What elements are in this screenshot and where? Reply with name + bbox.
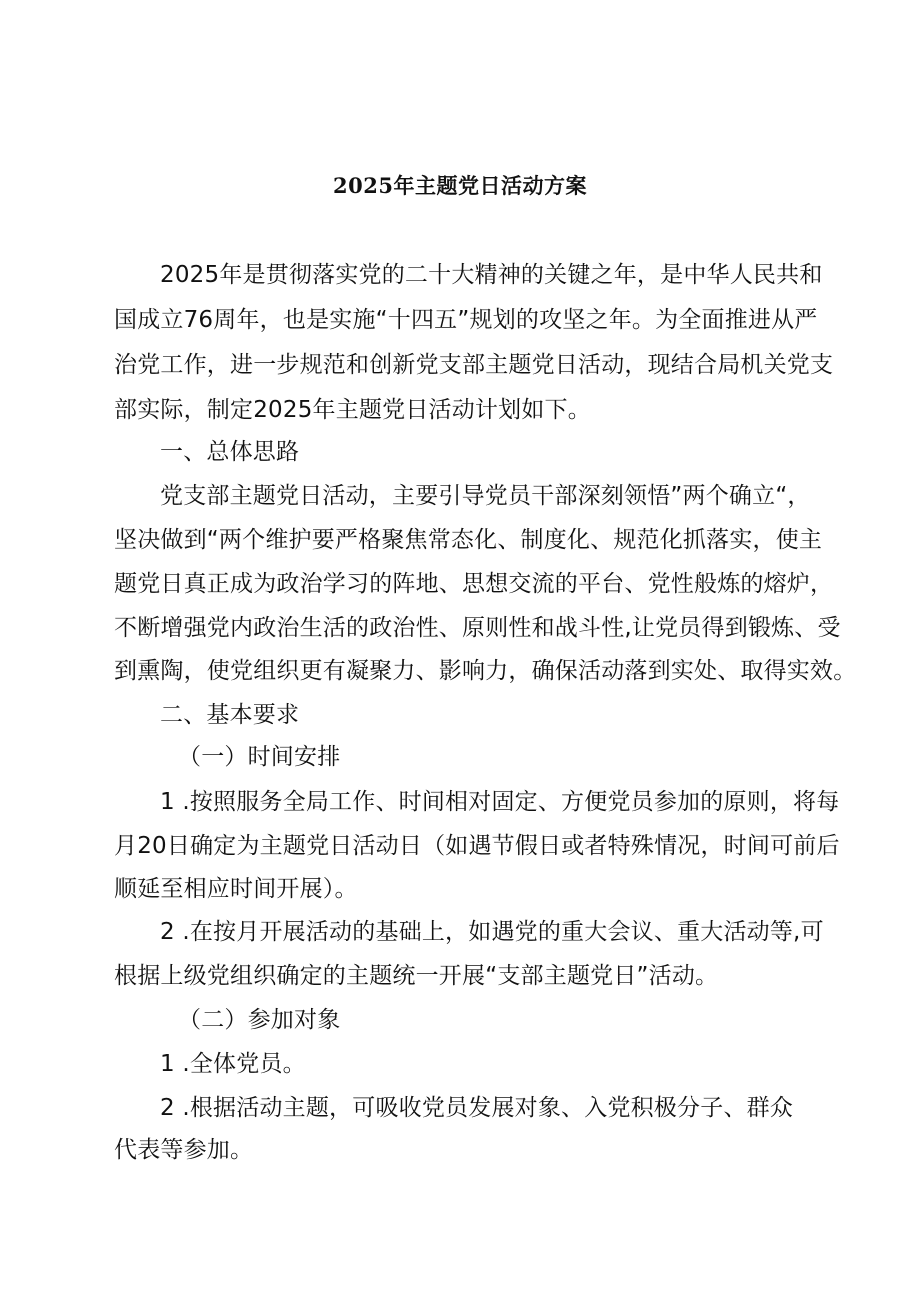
paragraph-line: 2 .在按月开展活动的基础上，如遇党的重大会议、重大活动等,可: [160, 919, 824, 945]
paragraph-line: 顺延至相应时间开展）。: [114, 876, 358, 902]
paragraph-line: 题党日真正成为政治学习的阵地、思想交流的平台、党性般炼的熔炉，: [114, 571, 834, 597]
paragraph-line: 部实际，制定2025年主题党日活动计划如下。: [114, 397, 591, 423]
section-heading: 一、总体思路: [160, 439, 300, 465]
subsection-heading: （二）参加对象: [178, 1007, 341, 1033]
paragraph-line: 坚决做到“两个维护要严格聚焦常态化、制度化、规范化抓落实，使主: [114, 527, 823, 553]
paragraph-line: 到熏陶，使党组织更有凝聚力、影响力，确保活动落到实处、取得实效。: [114, 658, 857, 684]
paragraph-line: 代表等参加。: [114, 1137, 254, 1163]
paragraph-line: 治党工作，进一步规范和创新党支部主题党日活动，现结合局机关党支: [114, 352, 834, 378]
paragraph-line: 2 .根据活动主题，可吸收党员发展对象、入党积极分子、群众: [160, 1095, 794, 1121]
subsection-heading: （一）时间安排: [178, 744, 341, 770]
paragraph-line: 2025年是贯彻落实党的二十大精神的关键之年，是中华人民共和: [160, 262, 823, 288]
paragraph-line: 根据上级党组织确定的主题统一开展“支部主题党日”活动。: [114, 963, 719, 989]
paragraph-line: 党支部主题党日活动，主要引导党员干部深刻领悟”两个确立“，: [160, 483, 811, 509]
paragraph-line: 1 .按照服务全局工作、时间相对固定、方便党员参加的原则，将每: [160, 789, 840, 815]
document-title: 2025年主题党日活动方案: [333, 173, 587, 198]
paragraph-line: 1 .全体党员。: [160, 1051, 306, 1077]
section-heading: 二、基本要求: [160, 702, 300, 728]
paragraph-line: 国成立76周年，也是实施“十四五”规划的攻坚之年。为全面推进从严: [114, 307, 818, 333]
paragraph-line: 月20日确定为主题党日活动日（如遇节假日或者特殊情况，时间可前后: [114, 833, 840, 859]
paragraph-line: 不断增强党内政治生活的政治性、原则性和战斗性,让党员得到锻炼、受: [114, 615, 841, 641]
